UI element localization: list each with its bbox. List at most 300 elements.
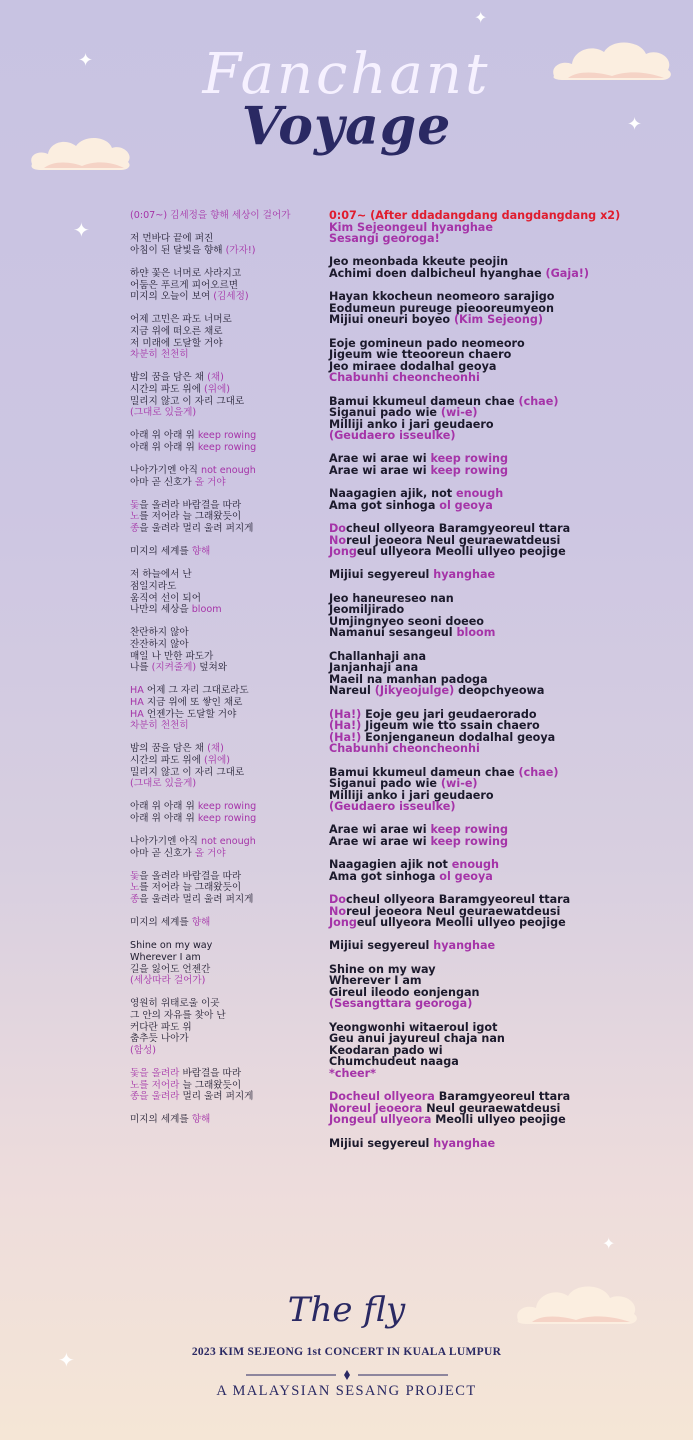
chant-text: 차분히 천천히 bbox=[130, 349, 189, 361]
lyric-line bbox=[130, 233, 325, 245]
lyric-line bbox=[130, 836, 325, 848]
lyric-text: 아래 위 아래 위 bbox=[130, 430, 198, 442]
lyric-line bbox=[329, 940, 659, 952]
sparkle-icon: ✦ bbox=[73, 218, 90, 242]
lyric-text: 어제 고민은 파도 너머로 bbox=[130, 314, 232, 326]
lyric-line bbox=[130, 1022, 325, 1034]
lyric-line bbox=[130, 210, 325, 222]
lyric-stanza bbox=[329, 338, 659, 384]
chant-text: 올 거야 bbox=[194, 847, 226, 859]
chant-text: keep rowing bbox=[197, 430, 257, 442]
chant-text: Jongeul ullyeora bbox=[329, 1113, 432, 1127]
lyric-text: 미지의 세계를 bbox=[130, 1114, 192, 1126]
lyric-text: Hayan kkocheun neomeoro sarajigo bbox=[329, 290, 555, 304]
chant-text: not enough bbox=[200, 465, 256, 477]
lyric-line bbox=[130, 940, 325, 952]
lyric-text: Challanhaji ana bbox=[329, 649, 427, 663]
lyric-stanza bbox=[329, 940, 659, 952]
lyric-line bbox=[329, 569, 659, 581]
lyric-text: Milliji anko i jari geudaero bbox=[329, 788, 494, 802]
chant-text: HA bbox=[130, 708, 144, 720]
lyric-text: Arae wi arae wi bbox=[329, 452, 431, 466]
lyric-text: 아래 위 아래 위 bbox=[130, 812, 198, 824]
lyric-line bbox=[329, 917, 659, 929]
lyric-text: Jigeum wie tteooreun chaero bbox=[329, 348, 512, 362]
chant-text: 차분히 천천히 bbox=[130, 720, 189, 732]
chant-text: 향해 bbox=[191, 1114, 211, 1126]
chant-text: 종 bbox=[130, 523, 140, 535]
chant-text: bloom bbox=[456, 626, 496, 640]
lyric-line bbox=[130, 338, 325, 350]
lyric-text: 아침이 된 달빛을 향해 bbox=[130, 244, 226, 256]
chant-text: (chae) bbox=[518, 765, 559, 779]
lyric-line bbox=[130, 1010, 325, 1022]
lyric-text: Naagagien ajik not bbox=[329, 858, 452, 872]
lyric-line bbox=[329, 268, 659, 280]
chant-text: hyanghae bbox=[433, 939, 496, 953]
lyric-text: 저 먼바다 끝에 퍼진 bbox=[130, 233, 214, 245]
lyric-line bbox=[130, 627, 325, 639]
lyric-line bbox=[130, 500, 325, 512]
lyric-stanza bbox=[130, 569, 325, 615]
lyric-text: 춤추듯 나아가 bbox=[130, 1033, 189, 1045]
lyric-stanza bbox=[329, 1091, 659, 1126]
lyric-text: Naagagien ajik, not bbox=[329, 487, 457, 501]
lyric-text: 아래 위 아래 위 bbox=[130, 801, 198, 813]
sparkle-icon: ✦ bbox=[78, 50, 94, 71]
chant-text: keep rowing bbox=[430, 835, 509, 849]
lyric-line bbox=[130, 662, 325, 674]
lyric-line bbox=[130, 964, 325, 976]
lyric-text: 찬란하지 않아 bbox=[130, 627, 189, 639]
lyric-line bbox=[130, 511, 325, 523]
lyric-text: 언젠가는 도달할 거야 bbox=[143, 708, 237, 720]
lyric-line bbox=[329, 314, 659, 326]
lyric-text: 밀리지 않고 이 자리 그대로 bbox=[130, 766, 245, 778]
lyric-line bbox=[329, 1056, 659, 1068]
lyric-stanza bbox=[329, 651, 659, 697]
lyric-text: 아마 곧 신호가 bbox=[130, 847, 195, 859]
chant-text: 노를 저어라 bbox=[130, 1079, 180, 1091]
lyric-line bbox=[130, 998, 325, 1010]
romanized-lyrics-column bbox=[329, 210, 659, 1161]
lyric-stanza bbox=[130, 627, 325, 673]
lyric-text: Meolli ullyeo peojige bbox=[431, 1113, 566, 1127]
lyric-text: 을 울려라 멀리 울려 퍼지게 bbox=[139, 523, 254, 535]
lyric-stanza bbox=[329, 1138, 659, 1150]
lyric-text: Ama got sinhoga bbox=[329, 869, 440, 883]
chant-text: enough bbox=[451, 858, 499, 872]
lyric-text: 밀리지 않고 이 자리 그대로 bbox=[130, 395, 245, 407]
lyric-text: 를 저어라 늘 그래왔듯이 bbox=[139, 511, 242, 523]
lyric-text: Baramgyeoreul ttara bbox=[434, 1090, 571, 1104]
lyric-line bbox=[130, 882, 325, 894]
lyric-text: 길을 잃어도 언젠간 bbox=[130, 963, 211, 975]
chant-text: ol geoya bbox=[439, 498, 493, 512]
sparkle-icon: ✦ bbox=[58, 1348, 75, 1372]
lyric-stanza bbox=[329, 824, 659, 847]
lyric-line bbox=[130, 743, 325, 755]
lyric-line bbox=[329, 743, 659, 755]
lyric-line bbox=[130, 546, 325, 558]
lyric-line bbox=[130, 593, 325, 605]
lyric-line bbox=[130, 952, 325, 964]
lyric-line bbox=[130, 1091, 325, 1103]
lyric-text: Umjingnyeo seoni doeeo bbox=[329, 614, 484, 628]
lyric-line bbox=[329, 998, 659, 1010]
lyric-text: 미지의 세계를 bbox=[130, 546, 192, 558]
lyric-text: cheul ollyeora Baramgyeoreul ttara bbox=[345, 522, 571, 536]
lyric-line bbox=[130, 1114, 325, 1126]
lyric-line bbox=[130, 465, 325, 477]
lyric-text: 저 하늘에서 난 bbox=[130, 569, 192, 581]
lyric-line bbox=[130, 326, 325, 338]
lyric-stanza bbox=[329, 291, 659, 326]
lyric-text: 바람결을 따라 bbox=[179, 1067, 242, 1079]
lyric-stanza bbox=[130, 233, 325, 256]
chant-text: (그대로 있을게) bbox=[130, 407, 197, 419]
lyric-text: Eoje gomineun pado neomeoro bbox=[329, 336, 525, 350]
lyric-stanza bbox=[130, 465, 325, 488]
chant-text: (Kim Sejeong) bbox=[453, 313, 543, 327]
lyric-stanza bbox=[130, 998, 325, 1056]
lyric-text: Jigeum wie tto ssain chaero bbox=[361, 719, 540, 733]
lyric-line bbox=[130, 314, 325, 326]
lyric-stanza bbox=[329, 894, 659, 929]
chant-text: 향해 bbox=[191, 917, 211, 929]
lyric-line bbox=[130, 477, 325, 489]
chant-text: keep rowing bbox=[197, 801, 257, 813]
lyric-stanza bbox=[329, 210, 659, 245]
chant-text: Do bbox=[329, 522, 346, 536]
chant-text: keep rowing bbox=[197, 441, 257, 453]
sparkle-icon: ✦ bbox=[602, 1234, 616, 1253]
lyric-line bbox=[130, 604, 325, 616]
lyric-text: Ama got sinhoga bbox=[329, 498, 440, 512]
chant-text: HA bbox=[130, 685, 144, 697]
chant-text: (위에) bbox=[204, 754, 231, 766]
lyric-line bbox=[130, 767, 325, 779]
lyric-text: Eodumeun pureuge pieooreumyeon bbox=[329, 301, 554, 315]
lyric-line bbox=[329, 233, 659, 245]
lyric-stanza bbox=[130, 1114, 325, 1126]
lyric-stanza bbox=[329, 964, 659, 1010]
page-title: Voyage bbox=[241, 96, 452, 157]
lyric-line bbox=[130, 1045, 325, 1057]
lyric-text: Mijiui segyereul bbox=[329, 1136, 434, 1150]
lyric-line bbox=[130, 639, 325, 651]
chant-text: (Ha!) bbox=[329, 707, 362, 721]
chant-text: 돛 bbox=[130, 870, 140, 882]
chant-text: bloom bbox=[191, 604, 222, 616]
chant-text: 향해 bbox=[191, 546, 211, 558]
lyric-stanza bbox=[329, 767, 659, 813]
project-title: A MALAYSIAN SESANG PROJECT bbox=[216, 1383, 477, 1399]
chant-text: No bbox=[329, 533, 347, 547]
chant-text: (세상따라 걸어가) bbox=[130, 975, 206, 987]
lyric-line bbox=[130, 442, 325, 454]
lyric-line bbox=[130, 975, 325, 987]
lyric-line bbox=[329, 627, 659, 639]
chant-text: 올 거야 bbox=[194, 476, 226, 488]
chant-text: Chabunhi cheoncheonhi bbox=[329, 742, 480, 756]
lyric-line bbox=[130, 581, 325, 593]
chant-text: (Geudaero isseulke) bbox=[329, 429, 456, 443]
lyric-line bbox=[130, 291, 325, 303]
chant-text: not enough bbox=[200, 836, 256, 848]
lyric-text: Jeo haneureseo nan bbox=[329, 591, 454, 605]
lyric-text: 아래 위 아래 위 bbox=[130, 441, 198, 453]
lyric-text: 을 올려라 바람결을 따라 bbox=[139, 870, 242, 882]
lyric-stanza bbox=[329, 859, 659, 882]
lyric-text: 시간의 파도 위에 bbox=[130, 754, 205, 766]
lyric-stanza bbox=[130, 685, 325, 731]
lyric-text: Jeo miraee dodalhal geoya bbox=[329, 359, 497, 373]
lyric-line bbox=[130, 801, 325, 813]
chant-text: (채) bbox=[207, 743, 224, 755]
lyric-text: Jeomiljirado bbox=[329, 603, 405, 617]
sparkle-icon: ✦ bbox=[627, 114, 643, 135]
lyric-line bbox=[130, 1068, 325, 1080]
lyric-text: Milliji anko i jari geudaero bbox=[329, 417, 494, 431]
lyric-line bbox=[130, 372, 325, 384]
chant-text: *cheer* bbox=[329, 1066, 376, 1080]
lyric-line bbox=[329, 465, 659, 477]
lyric-line bbox=[130, 430, 325, 442]
lyric-text: 밤의 꿈을 담은 채 bbox=[130, 372, 208, 384]
lyric-line bbox=[130, 813, 325, 825]
lyric-line bbox=[130, 1080, 325, 1092]
lyric-text: 를 저어라 늘 그래왔듯이 bbox=[139, 882, 242, 894]
lyric-stanza bbox=[130, 372, 325, 418]
lyric-text: 나를 bbox=[130, 662, 152, 674]
chant-text: (그대로 있을게) bbox=[130, 778, 197, 790]
lyric-text: 점일지라도 bbox=[130, 581, 177, 592]
lyric-line bbox=[130, 569, 325, 581]
lyric-stanza bbox=[130, 210, 325, 222]
lyric-text: Neul geuraewatdeusi bbox=[422, 1101, 561, 1115]
lyric-text: Gireul ileodo eonjengan bbox=[329, 985, 480, 999]
chant-text: ol geoya bbox=[439, 869, 493, 883]
chant-text: Sesangi georoga! bbox=[329, 232, 440, 246]
lyric-text: 지금 위에 떠오른 채로 bbox=[130, 325, 223, 337]
lyric-line bbox=[130, 407, 325, 419]
lyric-text: Yeongwonhi witaeroul igot bbox=[329, 1020, 498, 1034]
lyric-text: cheul ollyeora Baramgyeoreul ttara bbox=[345, 893, 571, 907]
chant-text: (chae) bbox=[518, 394, 559, 408]
chant-text: enough bbox=[456, 487, 504, 501]
lyric-text: Arae wi arae wi bbox=[329, 464, 431, 478]
lyric-text: 그 안의 자유를 찾아 난 bbox=[130, 1009, 226, 1021]
lyric-text: 잔잔하지 않아 bbox=[130, 638, 189, 650]
chant-text: Jong bbox=[329, 916, 357, 930]
lyric-line bbox=[329, 500, 659, 512]
lyric-text: 저 미래에 도달할 거야 bbox=[130, 337, 223, 349]
chant-text: (Geudaero isseulke) bbox=[329, 800, 456, 814]
lyric-text: Shine on my way bbox=[329, 962, 436, 976]
chant-text: (김세정) bbox=[213, 291, 249, 303]
lyric-line bbox=[130, 245, 325, 257]
lyric-text: Keodaran pado wi bbox=[329, 1043, 443, 1057]
lyric-text: Mijiui oneuri boyeo bbox=[329, 313, 454, 327]
lyric-text: 을 울려라 멀리 울려 퍼지게 bbox=[139, 894, 254, 906]
timestamp-text: 0:07~ (After ddadangdang dangdangdang x2) bbox=[329, 209, 621, 222]
lyric-line bbox=[329, 372, 659, 384]
lyric-text: Wherever I am bbox=[130, 952, 201, 963]
chant-text: (가자!) bbox=[225, 244, 256, 256]
lyric-line bbox=[329, 871, 659, 883]
lyric-text: Bamui kkumeul dameun chae bbox=[329, 394, 519, 408]
lyric-stanza bbox=[329, 453, 659, 476]
lyric-line bbox=[130, 755, 325, 767]
korean-lyrics-column bbox=[130, 210, 325, 1138]
chant-text: 노 bbox=[130, 511, 140, 523]
chant-text: (Gaja!) bbox=[545, 266, 589, 280]
chant-text: Chabunhi cheoncheonhi bbox=[329, 371, 480, 385]
concert-title: 2023 KIM SEJEONG 1st CONCERT IN KUALA LUMPUR bbox=[191, 1346, 502, 1358]
lyric-stanza bbox=[130, 871, 325, 906]
lyric-text: Achimi doen dalbicheul hyanghae bbox=[329, 266, 546, 280]
lyric-text: 나아가기엔 아직 bbox=[130, 465, 201, 477]
lyric-text: Geu anui jayureul chaja nan bbox=[329, 1032, 505, 1046]
lyric-text: 미지의 오늘이 보여 bbox=[130, 291, 214, 303]
chant-text: keep rowing bbox=[430, 464, 509, 478]
lyric-text: eul ullyeora Meolli ullyeo peojige bbox=[356, 916, 566, 930]
lyric-text: Bamui kkumeul dameun chae bbox=[329, 765, 519, 779]
chant-text: (Sesangttara georoga) bbox=[329, 997, 473, 1011]
chant-text: (Ha!) bbox=[329, 730, 362, 744]
lyric-line bbox=[329, 836, 659, 848]
logo: The fly bbox=[287, 1290, 406, 1330]
lyric-text: 늘 그래왔듯이 bbox=[179, 1079, 242, 1091]
chant-text: Noreul jeoeora bbox=[329, 1101, 423, 1115]
chant-text: hyanghae bbox=[433, 1136, 496, 1150]
lyric-line bbox=[329, 1068, 659, 1080]
lyric-line bbox=[130, 523, 325, 535]
lyric-text: 하얀 꽃은 너머로 사라지고 bbox=[130, 267, 242, 279]
lyric-text: Jeo meonbada kkeute peojin bbox=[329, 255, 509, 269]
chant-text: 돛 bbox=[130, 499, 140, 511]
lyric-text: 매일 나 만한 파도가 bbox=[130, 650, 214, 662]
lyric-text: Nareul bbox=[329, 684, 375, 698]
lyric-text: Chumchudeut naaga bbox=[329, 1055, 459, 1069]
chant-text: (0:07~) 김세정을 향해 세상이 걸어가 bbox=[130, 210, 291, 221]
lyric-line bbox=[130, 778, 325, 790]
lyric-line bbox=[329, 685, 659, 697]
lyric-line bbox=[130, 651, 325, 663]
lyric-stanza bbox=[130, 917, 325, 929]
lyric-text: Wherever I am bbox=[329, 974, 422, 988]
lyric-stanza bbox=[130, 500, 325, 535]
lyric-text: Janjanhaji ana bbox=[329, 661, 419, 675]
lyric-text: 어제 그 자리 그대로라도 bbox=[143, 685, 249, 697]
lyric-line bbox=[130, 1033, 325, 1045]
lyric-line bbox=[130, 685, 325, 697]
lyric-line bbox=[130, 697, 325, 709]
lyric-text: Namanui sesangeul bbox=[329, 626, 457, 640]
lyric-stanza bbox=[329, 709, 659, 755]
chant-text: keep rowing bbox=[430, 823, 509, 837]
lyric-stanza bbox=[329, 396, 659, 442]
lyric-text: Mijiui segyereul bbox=[329, 939, 434, 953]
lyric-text: 나만의 세상을 bbox=[130, 604, 192, 616]
lyric-line bbox=[130, 268, 325, 280]
lyric-text: 나아가기엔 아직 bbox=[130, 836, 201, 848]
chant-text: (Ha!) bbox=[329, 719, 362, 733]
lyric-line bbox=[130, 384, 325, 396]
lyric-line bbox=[130, 848, 325, 860]
lyric-text: eul ullyeora Meolli ullyeo peojige bbox=[356, 545, 566, 559]
chant-text: Kim Sejeongeul hyanghae bbox=[329, 220, 493, 234]
lyric-text: 을 올려라 바람결을 따라 bbox=[139, 499, 242, 511]
lyric-text: reul jeoeora Neul geuraewatdeusi bbox=[346, 904, 561, 918]
lyric-text: 시간의 파도 위에 bbox=[130, 383, 205, 395]
lyric-line bbox=[130, 349, 325, 361]
lyric-stanza bbox=[329, 523, 659, 558]
lyric-text: 덮쳐와 bbox=[196, 662, 228, 674]
lyric-text: Siganui pado wie bbox=[329, 406, 441, 420]
chant-text: No bbox=[329, 904, 347, 918]
chant-text: (wi-e) bbox=[440, 406, 478, 420]
lyric-text: 어둠은 푸르게 피어오르면 bbox=[130, 279, 239, 291]
lyric-text: Siganui pado wie bbox=[329, 777, 441, 791]
lyric-text: Shine on my way bbox=[130, 940, 213, 952]
lyric-text: 영원히 위태로울 이곳 bbox=[130, 998, 220, 1010]
lyric-text: 미지의 세계를 bbox=[130, 917, 192, 929]
lyric-stanza bbox=[130, 940, 325, 986]
lyric-text: 아마 곧 신호가 bbox=[130, 476, 195, 488]
lyric-line bbox=[329, 1138, 659, 1150]
lyric-stanza bbox=[130, 836, 325, 859]
lyric-text: 지금 위에 또 쌓인 채로 bbox=[143, 696, 243, 708]
chant-text: (함성) bbox=[130, 1044, 157, 1056]
lyric-stanza bbox=[130, 430, 325, 453]
chant-text: (위에) bbox=[204, 383, 231, 395]
lyric-text: Mijiui segyereul bbox=[329, 568, 434, 582]
lyric-stanza bbox=[130, 314, 325, 360]
lyric-stanza bbox=[130, 546, 325, 558]
lyric-text: reul jeoeora Neul geuraewatdeusi bbox=[346, 533, 561, 547]
chant-text: 종 bbox=[130, 894, 140, 906]
lyric-text: Maeil na manhan padoga bbox=[329, 672, 488, 686]
lyric-stanza bbox=[329, 488, 659, 511]
lyric-text: 커다란 파도 위 bbox=[130, 1021, 192, 1033]
chant-text: (wi-e) bbox=[440, 777, 478, 791]
lyric-line bbox=[130, 280, 325, 292]
lyric-line bbox=[329, 546, 659, 558]
lyric-text: 멀리 울려 퍼지게 bbox=[179, 1091, 254, 1103]
lyric-line bbox=[329, 801, 659, 813]
chant-text: Jong bbox=[329, 545, 357, 559]
lyric-stanza bbox=[130, 801, 325, 824]
lyric-text: Eoje geu jari geudaerorado bbox=[361, 707, 537, 721]
lyric-stanza bbox=[329, 593, 659, 639]
lyric-line bbox=[130, 894, 325, 906]
lyric-line bbox=[130, 396, 325, 408]
lyric-line bbox=[130, 917, 325, 929]
lyric-text: Arae wi arae wi bbox=[329, 823, 431, 837]
lyric-line bbox=[329, 1114, 659, 1126]
chant-text: Docheul ollyeora bbox=[329, 1090, 435, 1104]
chant-text: keep rowing bbox=[197, 812, 257, 824]
lyric-stanza bbox=[130, 1068, 325, 1103]
chant-text: (채) bbox=[207, 372, 224, 384]
lyric-text: deopchyeowa bbox=[454, 684, 545, 698]
chant-text: 돛을 올려라 bbox=[130, 1067, 180, 1079]
sparkle-icon: ✦ bbox=[474, 8, 488, 27]
lyric-line bbox=[130, 871, 325, 883]
lyric-line bbox=[130, 709, 325, 721]
